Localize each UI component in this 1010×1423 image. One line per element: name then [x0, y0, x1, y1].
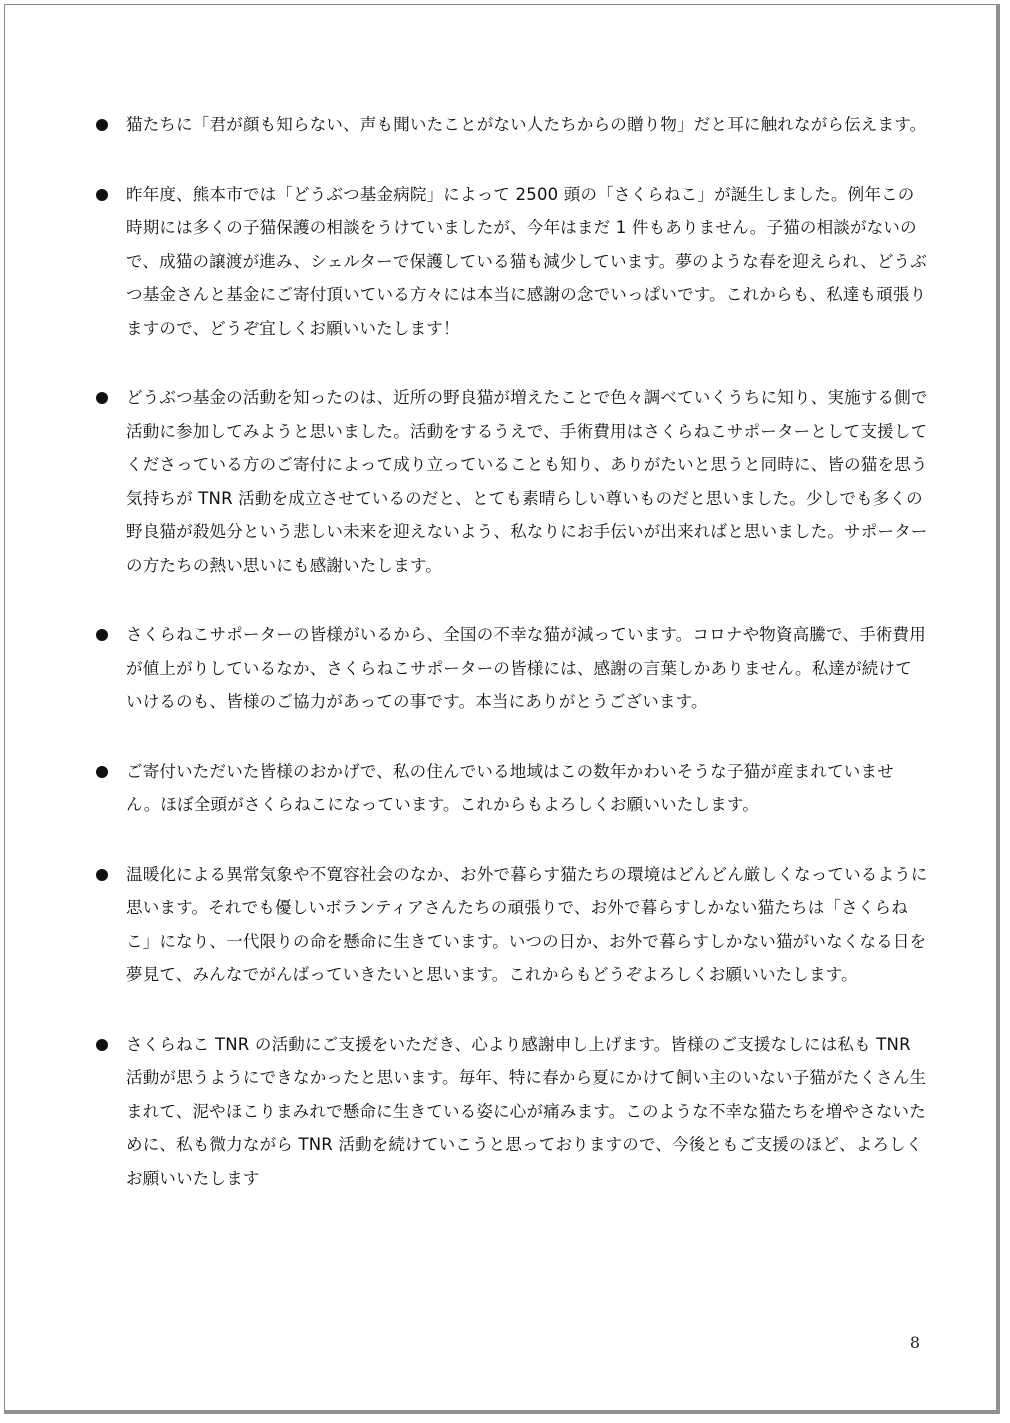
bullet-icon — [96, 119, 108, 131]
paragraph-text: さくらねこ TNR の活動にご支援をいただき、心より感謝申し上げます。皆様のご支援なしには私も TNR 活動が思うようにできなかったと思います。毎年、特に春から夏にかけて飼い主のいない子猫がたくさん生まれて、泥やほこりまみれで懸命に生きている姿に心が痛みます。このような不幸な猫たちを増やさないために、私も微力ながら TNR 活動を続けていこうと思っておりますので、今後ともご支援のほど、よろしくお願いいたします — [126, 1034, 927, 1188]
bullet-item — [96, 381, 928, 582]
bullet-item — [96, 108, 928, 142]
page-number: 8 — [909, 1333, 920, 1352]
bullet-icon — [96, 766, 108, 778]
bullet-item — [96, 618, 928, 719]
bullet-item — [96, 1028, 928, 1196]
paragraph-text: さくらねこサポーターの皆様がいるから、全国の不幸な猫が減っています。コロナや物資高騰で、手術費用が値上がりしているなか、さくらねこサポーターの皆様には、感謝の言葉しかありません。私達が続けていけるのも、皆様のご協力があっての事です。本当にありがとうございます。 — [126, 625, 926, 711]
document-body — [96, 108, 928, 1231]
bullet-icon — [96, 1039, 108, 1051]
bullet-icon — [96, 869, 108, 881]
paragraph-text: どうぶつ基金の活動を知ったのは、近所の野良猫が増えたことで色々調べていくうちに知り、実施する側で活動に参加してみようと思いました。活動をするうえで、手術費用はさくらねこサポーターとして支援してくださっている方のご寄付によって成り立っていることも知り、ありがたいと思うと同時に、皆の猫を思う気持ちが TNR 活動を成立させているのだと、とても素晴らしい尊いものだと思いました。少しでも多くの野良猫が殺処分という悲しい未来を迎えないよう、私なりにお手伝いが出来ればと思いました。サポーターの方たちの熱い思いにも感謝いたします。 — [126, 388, 928, 575]
paragraph-text: 昨年度、熊本市では「どうぶつ基金病院」によって 2500 頭の「さくらねこ」が誕生しました。例年この時期には多くの子猫保護の相談をうけていましたが、今年はまだ 1 件もありません。子猫の相談がないので、成猫の譲渡が進み、シェルターで保護している猫も減少しています。夢のような春を迎えられ、どうぶつ基金さんと基金にご寄付頂いている方々には本当に感謝の念でいっぱいです。これからも、私達も頑張りますので、どうぞ宜しくお願いいたします！ — [126, 184, 927, 338]
bullet-icon — [96, 392, 108, 404]
paragraph-text: 猫たちに「君が顔も知らない、声も聞いたことがない人たちからの贈り物」だと耳に触れながら伝えます。 — [126, 115, 927, 134]
bullet-icon — [96, 189, 108, 201]
bullet-item — [96, 178, 928, 346]
paragraph-text: 温暖化による異常気象や不寛容社会のなか、お外で暮らす猫たちの環境はどんどん厳しくなっているように思います。それでも優しいボランティアさんたちの頑張りで、お外で暮らすしかない猫たちは「さくらねこ」になり、一代限りの命を懸命に生きています。いつの日か、お外で暮らすしかない猫がいなくなる日を夢見て、みんなでがんばっていきたいと思います。これからもどうぞよろしくお願いいたします。 — [126, 864, 928, 984]
bullet-item — [96, 858, 928, 992]
paragraph-text: ご寄付いただいた皆様のおかげで、私の住んでいる地域はこの数年かわいそうな子猫が産まれていません。ほぼ全頭がさくらねこになっています。これからもよろしくお願いいたします。 — [126, 761, 894, 814]
bullet-item — [96, 755, 928, 822]
bullet-icon — [96, 629, 108, 641]
